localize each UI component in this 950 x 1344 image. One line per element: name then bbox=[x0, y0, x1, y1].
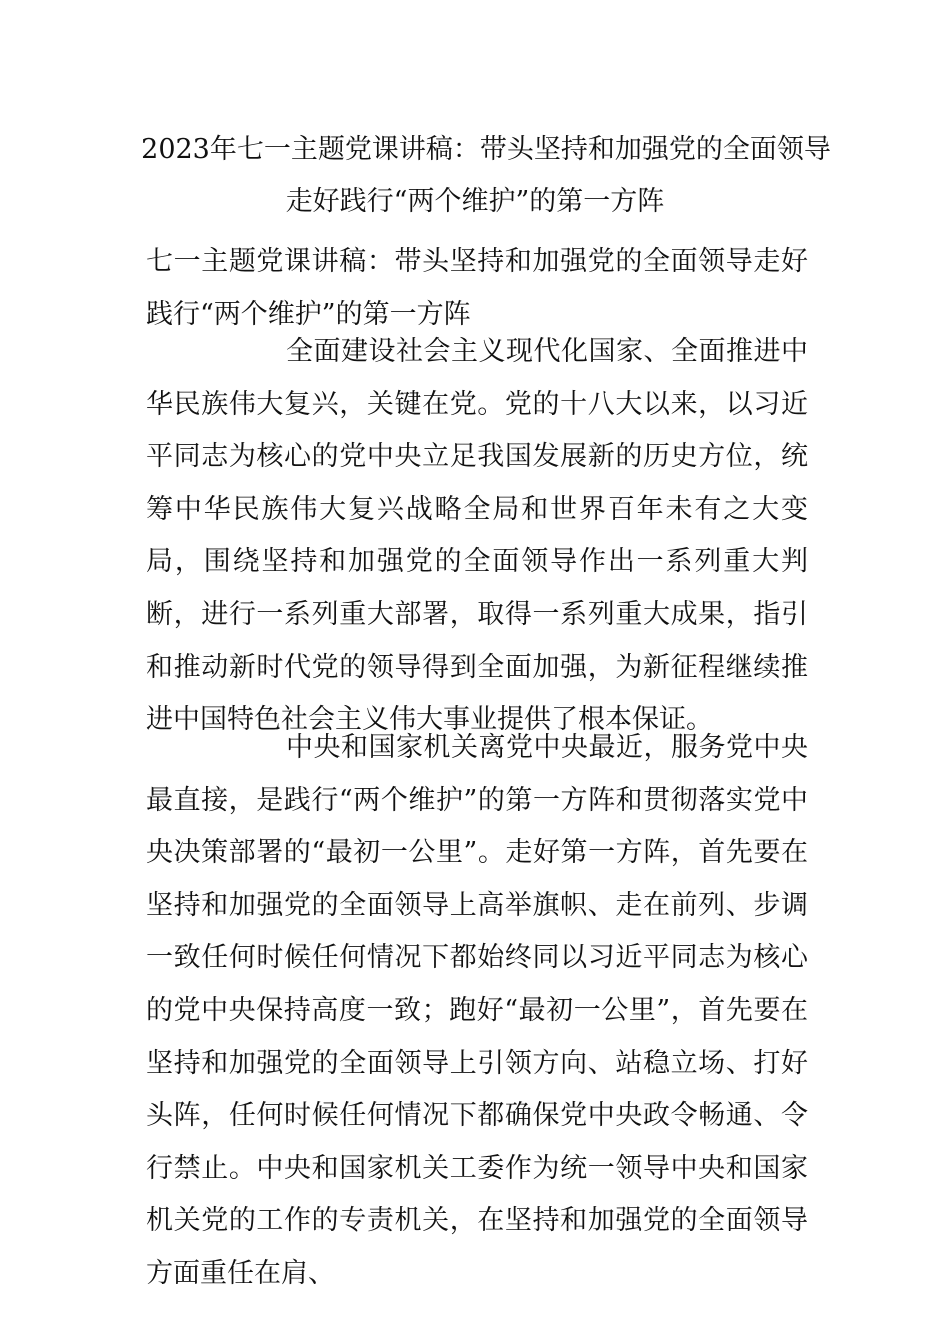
paragraph-2: 中央和国家机关离党中央最近，服务党中央最直接，是践行“两个维护”的第一方阵和贯彻落实党中央决策部署的“最初一公里”。走好第一方阵，首先要在坚持和加强党的全面领导上高举旗帜、走在前列、步调一致任何时候任何情况下都始终同以习近平同志为核心的党中央保持高度一致；跑好“最初一公里”，首先要在坚持和加强党的全面领导上引领方向、站稳立场、打好头阵，任何时候任何情况下都确保党中央政令畅通、令行禁止。中央和国家机关工委作为统一领导中央和国家机关党的工作的专责机关，在坚持和加强党的全面领导方面重任在肩、 bbox=[146, 732, 808, 1289]
document-subtitle: 七一主题党课讲稿：带头坚持和加强党的全面领导走好践行“两个维护”的第一方阵 bbox=[146, 246, 808, 330]
paragraph-1: 全面建设社会主义现代化国家、全面推进中华民族伟大复兴，关键在党。党的十八大以来，以习近平同志为核心的党中央立足我国发展新的历史方位，统筹中华民族伟大复兴战略全局和世界百年未有之大变局，围绕坚持和加强党的全面领导作出一系列重大判断，进行一系列重大部署，取得一系列重大成果，指引和推动新时代党的领导得到全面加强，为新征程继续推进中国特色社会主义伟大事业提供了根本保证。 bbox=[146, 336, 808, 736]
document-title-line-2: 走好践行“两个维护”的第一方阵 bbox=[285, 186, 665, 217]
document-title-line-1: 2023年七一主题党课讲稿：带头坚持和加强党的全面领导 bbox=[141, 134, 831, 165]
